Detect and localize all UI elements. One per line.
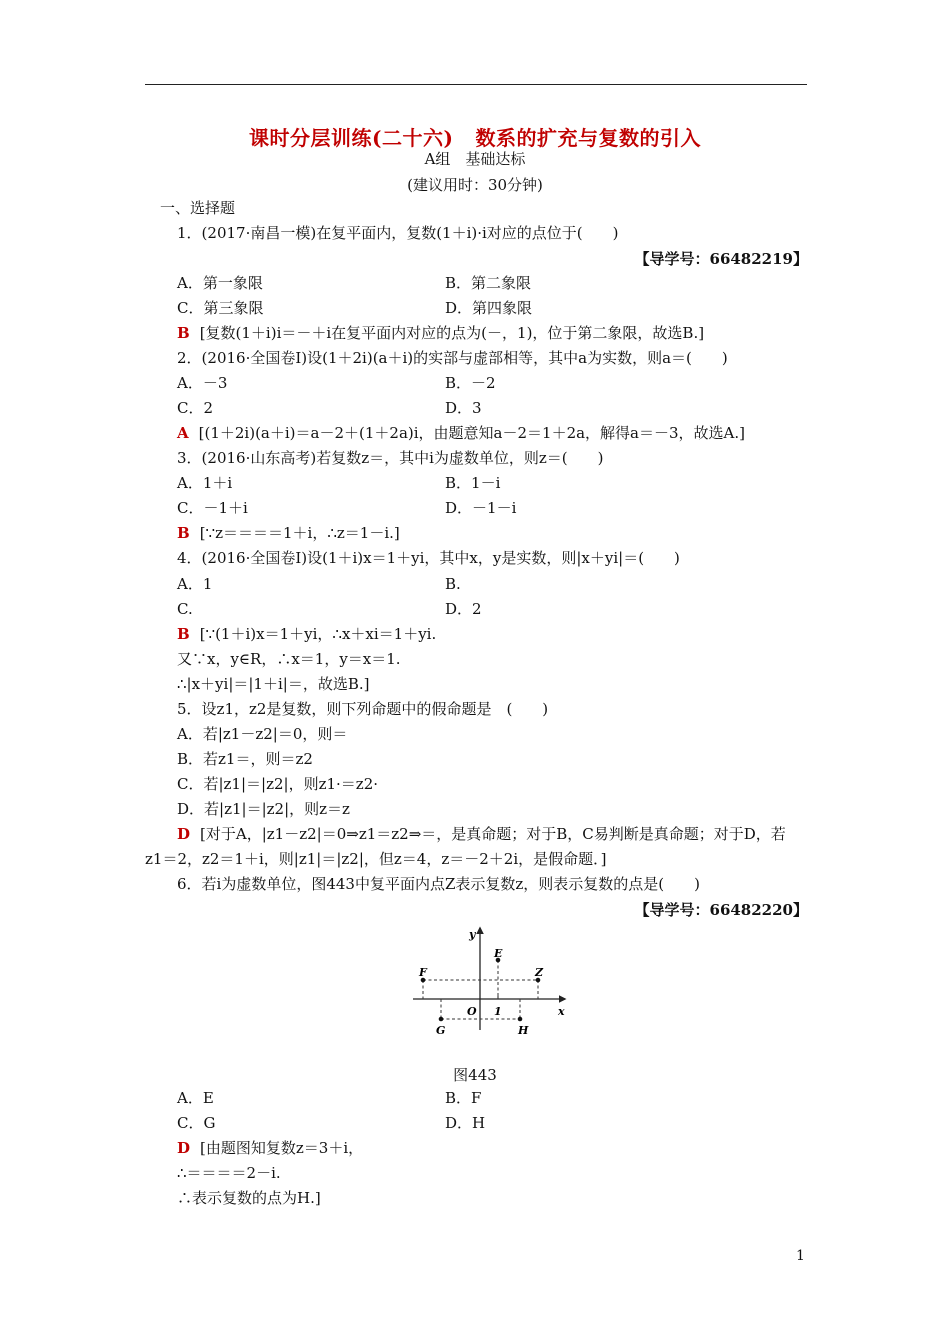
q5-solution <box>177 824 786 844</box>
q1-answer: B <box>177 324 190 342</box>
label-o: O <box>467 1005 477 1018</box>
q4-option-d: D．2 <box>445 600 482 618</box>
q3-option-b: B．1－i <box>445 474 501 492</box>
q4-solution-line-3: ∴|x＋yi|＝|1＋i|＝，故选B.] <box>177 675 370 693</box>
q2-answer: A <box>177 424 189 442</box>
q3-option-d: D．－1－i <box>445 499 517 517</box>
title-right: 数系的扩充与复数的引入 <box>475 126 701 150</box>
label-one: 1 <box>494 1005 502 1018</box>
q1-option-d: D．第四象限 <box>445 299 533 317</box>
q6-stem: 6．若i为虚数单位，图443中复平面内点Z表示复数z，则表示复数的点是( ) <box>177 875 701 893</box>
label-f: F <box>419 966 427 979</box>
q4-option-c: C. <box>177 600 193 618</box>
q3-option-a: A．1＋i <box>177 474 233 492</box>
q6-option-a: A．E <box>177 1089 214 1107</box>
point-g <box>439 1017 444 1022</box>
q1-solution <box>177 323 704 343</box>
q4-answer: B <box>177 625 190 643</box>
label-y: y <box>469 928 476 941</box>
section-heading: 一、选择题 <box>160 199 236 217</box>
q6-option-d: D．H <box>445 1114 486 1132</box>
q6-solution-line-1: [由题图知复数z＝3＋i， <box>200 1139 364 1157</box>
q5-option-a: A．若|z1－z2|＝0，则＝ <box>177 725 348 743</box>
q1-solution-text: [复数(1＋i)i＝－＋i在复平面内对应的点为(－，1)，位于第二象限，故选B.] <box>199 324 705 342</box>
q2-option-a: A．－3 <box>177 374 228 392</box>
q4-option-b: B. <box>445 575 461 593</box>
q3-solution <box>177 523 400 543</box>
q5-solution-line-2: z1＝2，z2＝1＋i，则|z1|＝|z2|，但z＝4，z＝－2＋2i，是假命题．] <box>145 850 607 868</box>
complex-plane-figure <box>405 922 575 1040</box>
point-h <box>518 1017 523 1022</box>
label-z: Z <box>535 966 544 979</box>
time-hint: (建议用时：30分钟) <box>407 176 543 194</box>
page-title <box>0 122 950 151</box>
page-number: 1 <box>796 1248 805 1264</box>
q1-option-b: B．第二象限 <box>445 274 532 292</box>
title-left: 课时分层训练(二十六) <box>249 126 454 150</box>
top-rule <box>145 84 807 85</box>
q2-stem: 2．(2016·全国卷Ⅰ)设(1＋2i)(a＋i)的实部与虚部相等，其中a为实数，则a＝( ) <box>177 349 728 367</box>
label-e: E <box>494 947 503 960</box>
q4-solution <box>177 624 436 644</box>
q2-option-b: B．－2 <box>445 374 496 392</box>
q1-option-c: C．第三象限 <box>177 299 264 317</box>
q3-solution-text: [∵z＝＝＝＝1＋i，∴z＝1－i.] <box>199 524 400 542</box>
q6-option-b: B．F <box>445 1089 482 1107</box>
q2-option-c: C．2 <box>177 399 214 417</box>
q1-ref-number: 【导学号：66482219】 <box>634 250 808 268</box>
q6-solution-line-2: ∴＝＝＝＝2－i. <box>177 1164 281 1182</box>
q5-solution-line-1: [对于A，|z1－z2|＝0⇒z1＝z2⇒＝，是真命题；对于B，C易判断是真命题；对于D，若 <box>200 825 786 843</box>
q5-answer: D <box>177 825 191 843</box>
q5-option-b: B．若z1＝，则＝z2 <box>177 750 313 768</box>
q6-solution <box>177 1138 363 1158</box>
q4-stem: 4．(2016·全国卷Ⅰ)设(1＋i)x＝1＋yi，其中x，y是实数，则|x＋yi|＝( ) <box>177 549 680 567</box>
q2-option-d: D．3 <box>445 399 482 417</box>
q1-stem: 1．(2017·南昌一模)在复平面内，复数(1＋i)·i对应的点位于( ) <box>177 224 619 242</box>
q1-option-a: A．第一象限 <box>177 274 263 292</box>
q3-option-c: C．－1＋i <box>177 499 248 517</box>
q5-option-c: C．若|z1|＝|z2|，则z1·＝z2· <box>177 775 379 793</box>
q5-option-d: D．若|z1|＝|z2|，则z＝z <box>177 800 350 818</box>
q4-option-a: A．1 <box>177 575 213 593</box>
q6-solution-line-3: ∴表示复数的点为H.] <box>177 1189 321 1207</box>
label-g: G <box>436 1024 446 1037</box>
q6-ref-number: 【导学号：66482220】 <box>634 901 808 919</box>
label-h: H <box>518 1024 529 1037</box>
q5-stem: 5．设z1，z2是复数，则下列命题中的假命题是 ( ) <box>177 700 549 718</box>
group-heading: A组 基础达标 <box>424 150 526 168</box>
q6-option-c: C．G <box>177 1114 216 1132</box>
q4-solution-line-1: [∵(1＋i)x＝1＋yi，∴x＋xi＝1＋yi. <box>199 625 437 643</box>
q2-solution <box>177 423 745 443</box>
q6-answer: D <box>177 1139 191 1157</box>
q3-stem: 3．(2016·山东高考)若复数z＝，其中i为虚数单位，则z＝( ) <box>177 449 604 467</box>
q2-solution-text: [(1＋2i)(a＋i)＝a－2＋(1＋2a)i，由题意知a－2＝1＋2a，解得a＝－3，故选A.] <box>198 424 746 442</box>
q3-answer: B <box>177 524 190 542</box>
label-x: x <box>558 1005 565 1018</box>
q4-solution-line-2: 又∵x，y∈R，∴x＝1，y＝x＝1. <box>177 650 401 668</box>
figure-caption: 图443 <box>453 1066 497 1084</box>
